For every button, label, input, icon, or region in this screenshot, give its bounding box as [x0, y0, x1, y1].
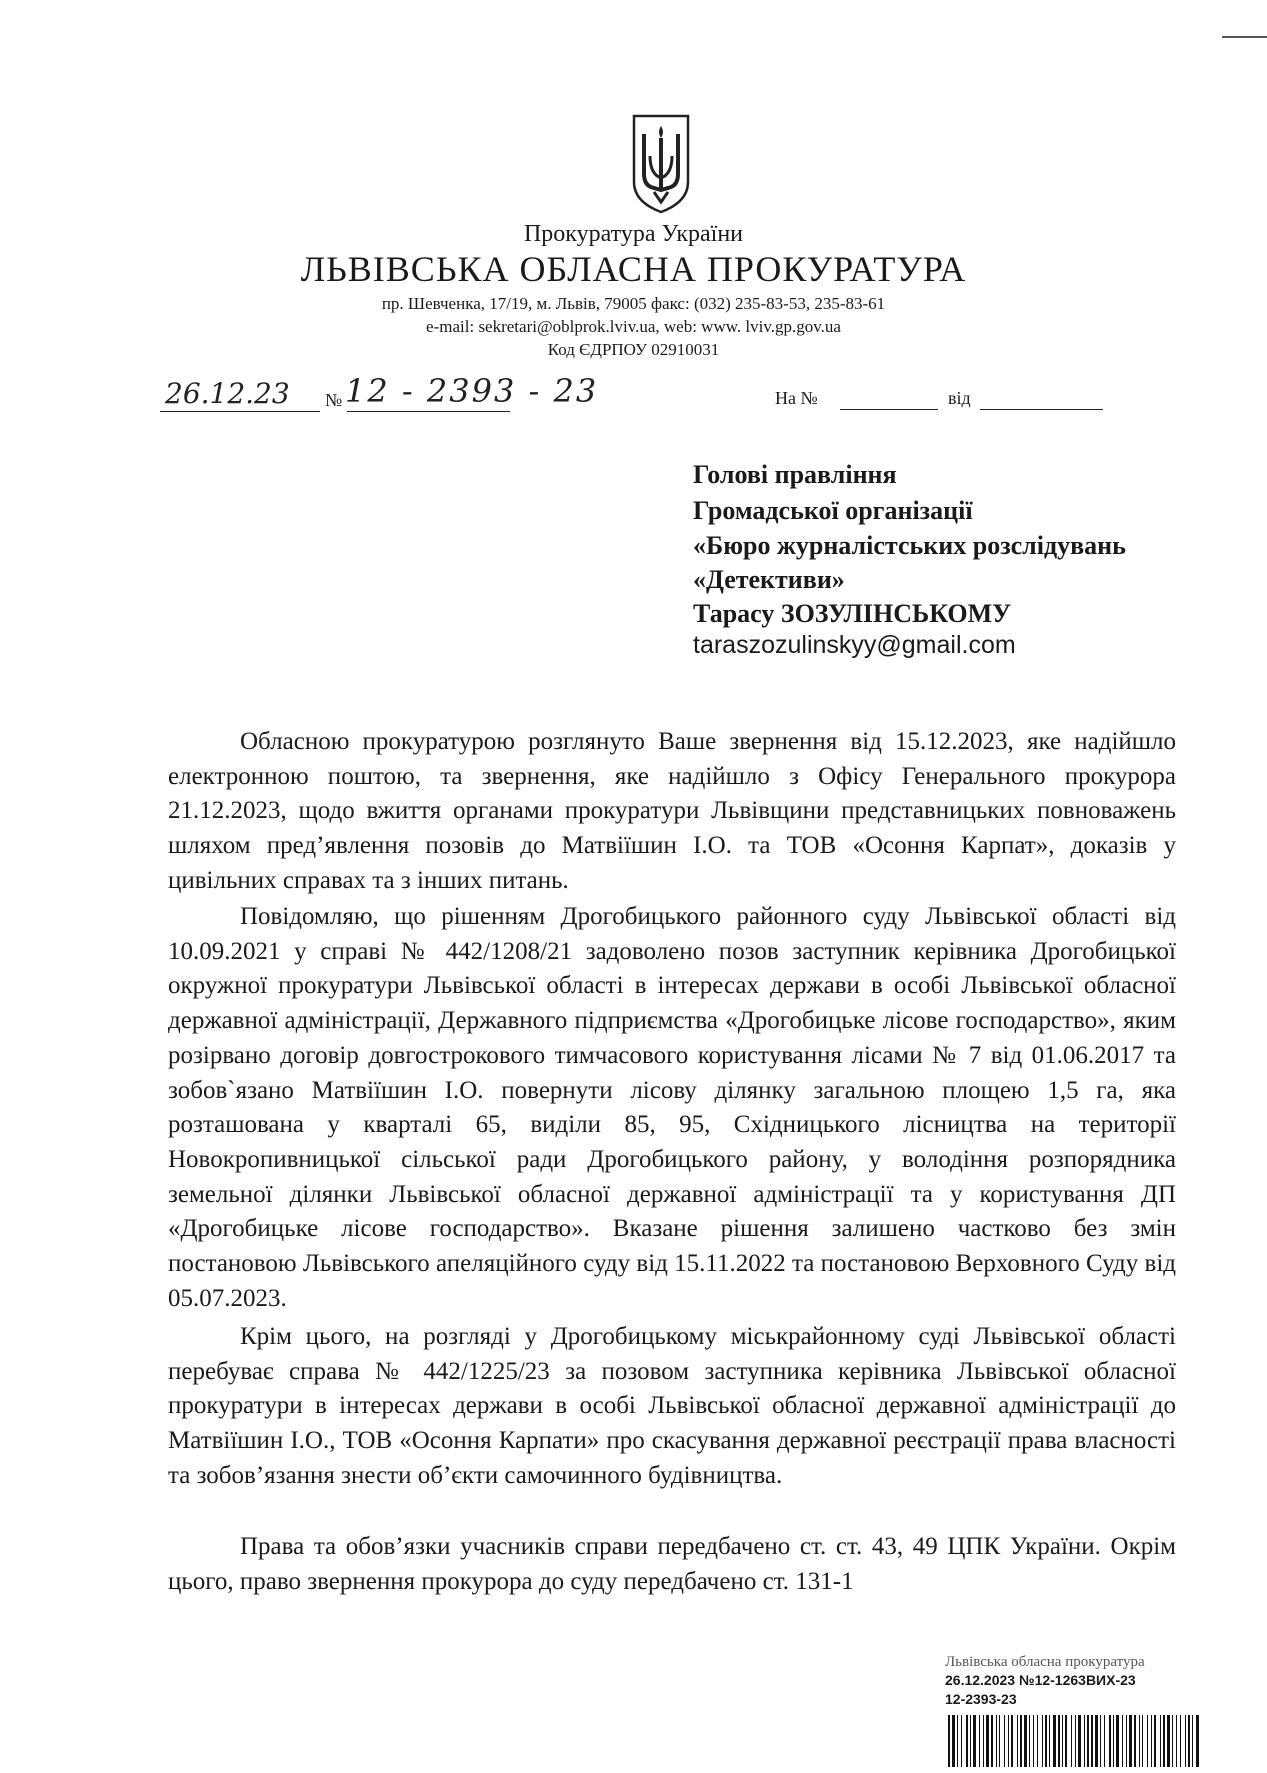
number-underline [347, 411, 510, 412]
body-paragraph: Права та обов’язки учасників справи передбачено ст. ст. 43, 49 ЦПК України. Окрім цього, право звернення прокурора до суду передбачено ст. 131-1 [168, 1533, 1176, 1595]
reference-date-label: від [948, 388, 971, 408]
trident-emblem-icon [630, 112, 692, 216]
handwritten-date: 26.12.23 [165, 377, 290, 410]
recipient-line: Громадської організації [693, 496, 973, 525]
stamp-reg-number: 26.12.2023 №12-1263ВИХ-23 [945, 1672, 1136, 1688]
org-address: пр. Шевченка, 17/19, м. Львів, 79005 факс: (032) 235-83-53, 235-83-61 [381, 294, 886, 313]
stamp-org: Львівська обласна прокуратура [945, 1654, 1145, 1670]
reference-number-blank [840, 409, 938, 410]
handwritten-outgoing-number: 12 - 2393 - 23 [345, 372, 599, 410]
recipient-line: «Бюро журналістських розслідувань [693, 531, 1126, 560]
org-name: ЛЬВІВСЬКА ОБЛАСНА ПРОКУРАТУРА [300, 249, 967, 289]
recipient-line: Голові правління [693, 460, 897, 489]
registration-stamp [945, 1654, 1205, 1709]
number-sign: № [325, 390, 343, 410]
date-underline [160, 411, 320, 412]
body-paragraph: Обласною прокуратурою розглянуто Ваше звернення від 15.12.2023, яке надійшло електронною поштою, та звернення, яке надійшло з Офісу Генерального прокурора 21.12.2023, щодо вжиття органами прокуратури Львівщини представницьких повноважень шляхом пред’явлення позовів до Матвіїшин І.О. та ТОВ «Осоння Карпат», доказів у цивільних справах та з інших питань. [168, 728, 1176, 894]
scan-edge-mark [1222, 36, 1267, 38]
reference-number-label: На № [775, 388, 818, 408]
stamp-case-number: 12-2393-23 [945, 1691, 1017, 1707]
reference-date-blank [980, 409, 1103, 410]
body-paragraph: Повідомляю, що рішенням Дрогобицького районного суду Львівської області від 10.09.2021 у справі № 442/1208/21 задоволено позов заступник керівника Дрогобицької окружної прокуратури Львівської області в інтересах держави в особі Львівської обласної державної адміністрації, Державного підприємства «Дрогобицьке лісове господарство», яким розірвано договір довгострокового тимчасового користування лісами № 7 від 01.06.2017 та зобов`язано Матвіїшин І.О. повернути лісову ділянку загальною площею 1,5 га, яка розташована у кварталі 65, виділи 85, 95, Східницького лісництва на території Новокропивницької сільської ради Дрогобицького району, у володіння розпорядника земельної ділянки Львівської обласної державної адміністрації та у користування ДП «Дрогобицьке лісове господарство». Вказане рішення залишено частково без змін постановою Львівського апеляційного суду від 15.11.2022 та постановою Верховного Суду від 05.07.2023. [168, 903, 1176, 1312]
body-paragraph: Крім цього, на розгляді у Дрогобицькому міськрайонному суді Львівської області перебуває справа № 442/1225/23 за позовом заступника керівника Львівської обласної прокуратури в інтересах держави в особі Львівської обласної державної адміністрації до Матвіїшин І.О., ТОВ «Осоння Карпати» про скасування державної реєстрації права власності та зобов’язання знести об’єкти самочинного будівництва. [168, 1323, 1176, 1489]
recipient-email: taraszozulinskyy@gmail.com [693, 631, 1016, 659]
barcode-icon [948, 1715, 1200, 1767]
recipient-name: Тарасу ЗОЗУЛІНСЬКОМУ [693, 599, 1012, 628]
org-parent-name: Прокуратура України [523, 221, 744, 247]
org-email-web: e-mail: sekretari@oblprok.lviv.ua, web: www. lviv.gp.gov.ua [426, 317, 841, 336]
org-edrpou: Код ЄДРПОУ 02910031 [547, 340, 720, 359]
recipient-line: «Детективи» [693, 565, 845, 594]
